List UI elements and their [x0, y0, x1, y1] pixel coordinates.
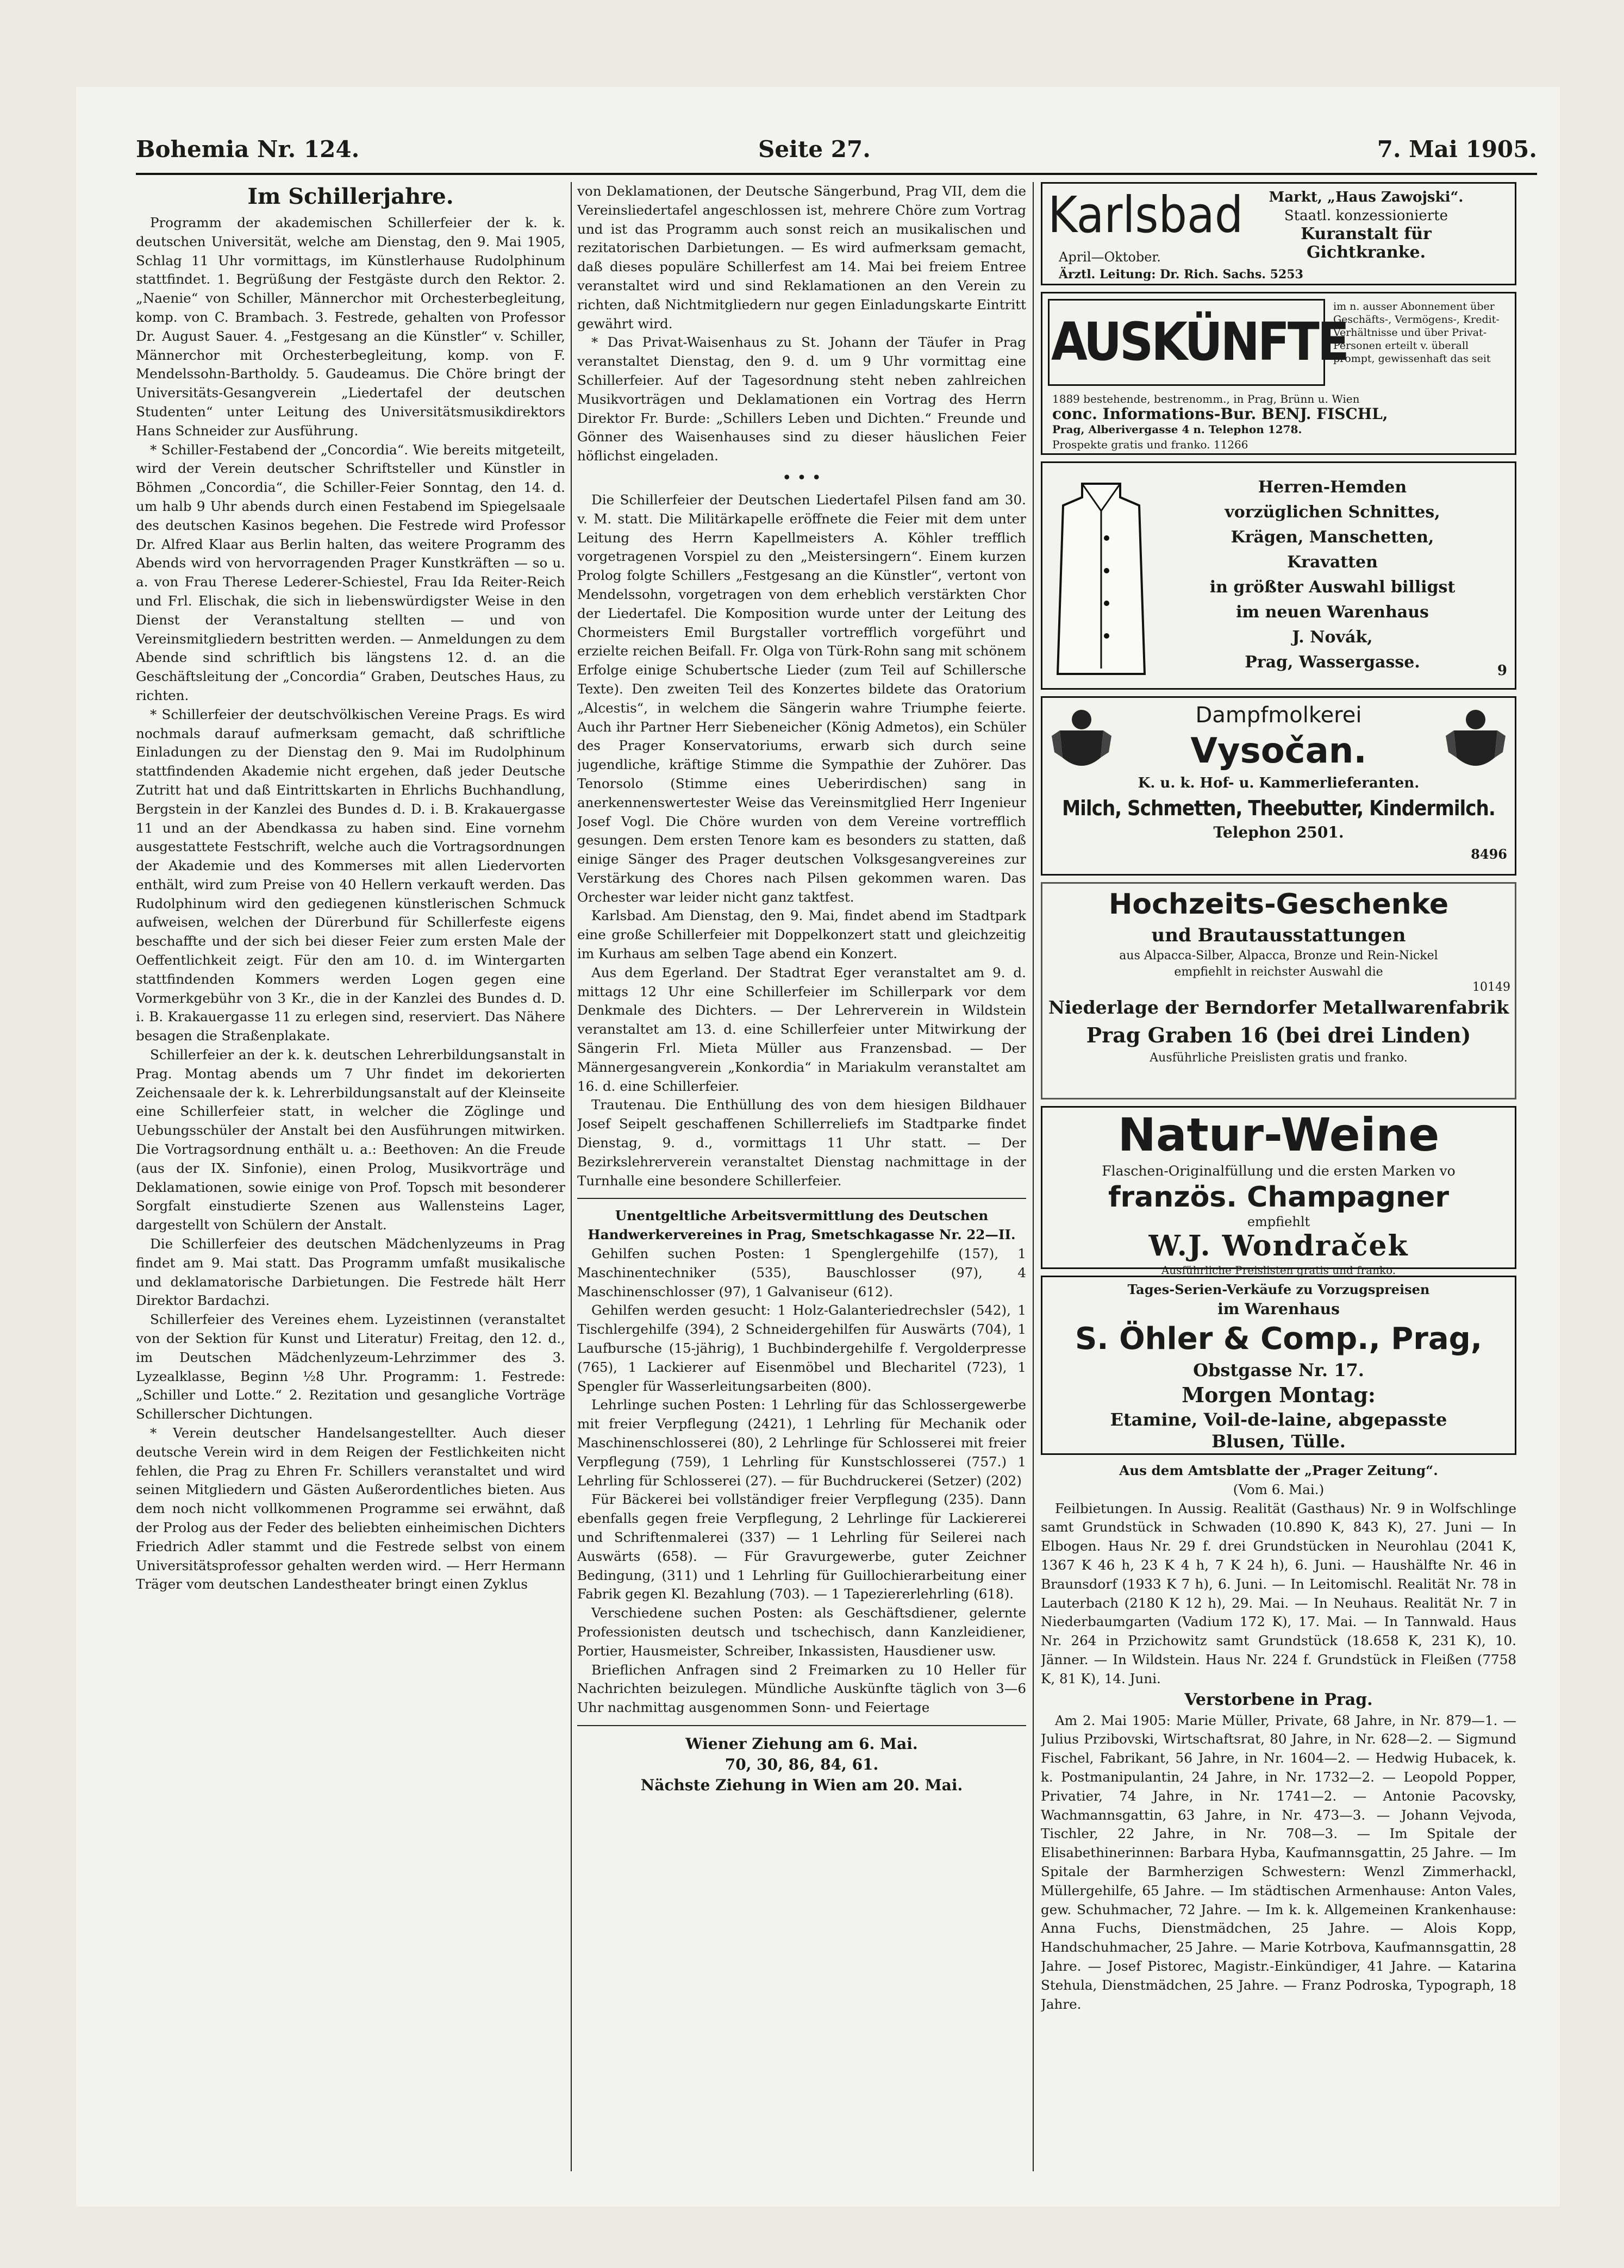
ad-dampfmolkerei: [1041, 696, 1516, 876]
ad-molkerei-text: [1042, 701, 1515, 842]
ad-karlsbad-doctor: Ärztl. Leitung: Dr. Rich. Sachs. 5253: [1059, 267, 1303, 282]
ad-karlsbad-line: Staatl. konzessionierte: [1284, 208, 1448, 224]
ad-hochzeit: [1041, 882, 1516, 1099]
ad-hemden-line: J. Novák,: [1292, 628, 1373, 647]
ad-oehler-line: Morgen Montag:: [1182, 1383, 1376, 1407]
article-paragraph: Schillerfeier des Vereines ehem. Lyzeistinnen (veranstaltet von der Sektion für Kunst und Literatur) Freitag, den 12. d., im Deutschen Mädchenlyzeum-Lehrzimmer des 3. Lyzealklasse, Beginn ½8 Uhr. Programm: 1. Festrede: „Schiller und Lotte.“ 2. Rezitation und gesangliche Vorträge Schillerscher Dichtungen.: [136, 1311, 565, 1422]
arbeit-paragraph: Lehrlinge suchen Posten: 1 Lehrling für das Schlossergewerbe mit freier Verpflegung (2421), 1 Lehrling für Mechanik oder Maschinenschlosserei (80), 2 Lehrlinge für Schlosserei mit freier Verpflegung (759), 1 Lehrling für Kunstschlosserei (757.) 1 Lehrling für Schlosserei (27). — für Buchdruckerei (Setzer) (202): [577, 1397, 1026, 1489]
arbeit-paragraph: Brieflichen Anfragen sind 2 Freimarken zu 10 Heller für Nachrichten beizulegen. Mündliche Auskünfte täglich von 3—6 Uhr nachmittag ausgenommen Sonn- und Feiertage: [577, 1661, 1026, 1716]
shirt-icon: [1052, 473, 1150, 679]
amtsblatt-subtitle: (Vom 6. Mai.): [1233, 1481, 1325, 1497]
ad-karlsbad-address: Markt, „Haus Zawojski“.: [1269, 189, 1464, 205]
ad-herren-hemden-text: [1157, 475, 1508, 675]
arbeit-paragraph: Für Bäckerei bei vollständiger freier Verpflegung (235). Dann ebenfalls gegen freie Verpflegung, 2 Lehrlinge für Lackiererei und Schriftenmalerei (337) — 1 Lehrling für Seilerei nach Auswärts (658). — Für Gravurgewerbe, guter Zeichner Bedingung, (311) und 1 Lehrling für Guillochierarbeitung einer Fabrik gegen Kl. Bezahlung (703). — 1 Tapeziererlehrling (618).: [577, 1491, 1026, 1602]
ad-oehler-line: Tages-Serien-Verkäufe zu Vorzugspreisen: [1127, 1282, 1430, 1297]
ad-hochzeit-line: und Brautausstattungen: [1151, 924, 1406, 946]
running-header: [136, 136, 1537, 168]
arbeit-paragraph: Gehilfen suchen Posten: 1 Spenglergehilfe (157), 1 Maschinentechniker (535), Bauschlosser (97), 4 Maschinenschlosser (97), 1 Galvaniseur (612).: [577, 1246, 1026, 1299]
header-rule: [136, 173, 1537, 175]
arbeit-paragraph: Verschiedene suchen Posten: als Geschäftsdiener, gelernte Professionisten deutsch und tschechisch, dann Kanzleidiener, Portier, Hausmeister, Schreiber, Inkassisten, Hausdiener usw.: [577, 1605, 1026, 1659]
ad-oehler-address: Obstgasse Nr. 17.: [1193, 1360, 1364, 1380]
column-divider-1: [571, 182, 572, 2171]
ad-auskuenfte-body: [1052, 391, 1509, 452]
ad-hochzeit-line: empfiehlt in reichster Auswahl die: [1174, 965, 1383, 979]
amtsblatt-section: [1041, 1461, 1516, 2014]
ad-hemden-line: Prag, Wassergasse.: [1245, 653, 1420, 672]
ad-hochzeit-line: aus Alpacca-Silber, Alpacca, Bronze und Rein-Nickel: [1119, 949, 1438, 963]
ad-hochzeit-number: 10149: [1472, 980, 1510, 994]
ad-karlsbad-details: [1222, 188, 1510, 262]
ad-naturweine-title: Natur-Weine: [1117, 1108, 1440, 1161]
header-issue: Bohemia Nr. 124.: [136, 136, 360, 163]
ad-naturweine-line: Ausführliche Preislisten gratis und franko.: [1161, 1264, 1396, 1277]
ad-karlsbad-season: April—Oktober.: [1059, 249, 1161, 265]
article-paragraph: Trautenau. Die Enthüllung des von dem hiesigen Bildhauer Josef Seipelt geschaffenen Schillerreliefs im Stadtparke findet Dienstag, 9. d., vormittags 11 Uhr statt. — Der Bezirkslehrerverein veranstaltet Dienstag nachmittage in der Turnhalle eine besondere Schillerfeier.: [577, 1097, 1026, 1189]
article-paragraph: * Schiller-Festabend der „Concordia“. Wie bereits mitgeteilt, wird der Verein deutscher Schriftsteller und Künstler in Böhmen „Concordia“, die Schiller-Feier Sonntag, den 14. d. um halb 9 Uhr abends durch einen Festabend im Spiegelsaale des deutschen Kasinos begehen. Die Festrede wird Professor Dr. Alfred Klaar aus Berlin halten, das weitere Programm des Abends wird von hervorragenden Prager Kunstkräften — so u. a. von Frau Therese Lederer-Schiestel, Frau Ida Reiter-Reich und Frl. Elischak, die sich in liebenswürdigster Weise in den Dienst der Veranstaltung stellten — und von Vereinsmitgliedern bestritten werden. — Anmeldungen zu dem Abende sind schriftlich bis längstens 12. d. an die Geschäftsleitung der „Concordia“ Graben, Deutsches Haus, zu richten.: [136, 441, 565, 703]
article-paragraph: Programm der akademischen Schillerfeier der k. k. deutschen Universität, welche am Dienstag, den 9. Mai 1905, Schlag 11 Uhr vormittags, im Künstlerhause Rudolphinum stattfindet. 1. Begrüßung der Festgäste durch den Rektor. 2. „Naenie“ von Schiller, Männerchor mit Orchesterbegleitung, komp. von C. Brambach. 3. Festrede, gehalten von Professor Dr. August Sauer. 4. „Festgesang an die Künstler“ v. Schiller, Männerchor mit Orchesterbegleitung, komp. von F. Mendelssohn-Bartholdy. 5. Gaudeamus. Die Chöre bringt der Universitäts-Gesangverein „Liedertafel der deutschen Studenten“ unter Leitung des Universitätsmusikdirektors Hans Schneider zur Ausführung.: [136, 215, 565, 439]
ad-naturweine-firm: W.J. Wondraček: [1148, 1229, 1409, 1263]
divider: [577, 1198, 1026, 1199]
ad-naturweine-line: Flaschen-Originalfüllung und die ersten Marken vo: [1102, 1163, 1456, 1179]
ad-naturweine-text: [1047, 1108, 1510, 1277]
arbeit-title: Unentgeltliche Arbeitsvermittlung des Deutschen Handwerkervereines in Prag, Smetschkagasse Nr. 22—II.: [588, 1208, 1016, 1243]
article-paragraph: Karlsbad. Am Dienstag, den 9. Mai, findet abend im Stadtpark eine große Schillerfeier mit Doppelkonzert statt und gleichzeitig im Kurhaus am selben Tage abend ein Konzert.: [577, 908, 1026, 962]
ad-oehler-text: [1047, 1280, 1510, 1452]
ad-hemden-number: 9: [1497, 663, 1507, 679]
verstorbene-text: Am 2. Mai 1905: Marie Müller, Private, 68 Jahre, in Nr. 879—1. — Julius Przibovski, Wirtschaftsrat, 80 Jahre, in Nr. 628—2. — Sigmund Fischel, Fabrikant, 56 Jahre, in Nr. 1604—2. — Hedwig Hubacek, k. k. Postmanipulantin, 24 Jahre, in Nr. 1732—2. — Leopold Popper, Privatier, 74 Jahre, in Nr. 1741—2. — Antonie Pacovsky, Wachmannsgattin, 63 Jahre, in Nr. 473—3. — Johann Vejvoda, Tischler, 22 Jahre, in Nr. 708—3. — Im Spitale der Elisabethinerinnen: Barbara Hyba, Kaufmannsgattin, 25 Jahre. — Im Spitale der Barmherzigen Schwestern: Wenzl Zimmerhackl, Müllergehilfe, 65 Jahre. — Im städtischen Armenhause: Anton Vales, gew. Schuhmacher, 72 Jahre. — Im k. k. Allgemeinen Krankenhause: Anna Fuchs, Dienstmädchen, 25 Jahre. — Alois Kopp, Handschuhmacher, 25 Jahre. — Marie Kotrbova, Kaufmannsgattin, 28 Jahre. — Josef Pistorec, Magistr.-Einkündiger, 41 Jahre. — Katarina Stehula, Dienstmädchen, 25 Jahre. — Franz Podroska, Typograph, 18 Jahre.: [1041, 1712, 1516, 2012]
ad-karlsbad-name: Karlsbad: [1048, 186, 1244, 244]
header-date: 7. Mai 1905.: [1377, 136, 1537, 163]
ad-oehler-line: Blusen, Tülle.: [1211, 1431, 1346, 1452]
ad-hemden-line: Kravatten: [1287, 553, 1378, 572]
lottery-numbers: 70, 30, 86, 84, 61.: [724, 1755, 879, 1773]
ad-molkerei-name: Vysočan.: [1190, 731, 1367, 771]
arbeit-paragraph: Gehilfen werden gesucht: 1 Holz-Galanteriedrechsler (542), 1 Tischlergehilfe (394), 2 Schneidergehilfen für Auswärts (704), 1 Laufbursche (15-jährig), 1 Buchbindergehilfe f. Vergolderpresse (765), 1 Lackierer auf Eisenmöbel und Blecharitel (723), 1 Spengler für Wasserleitungsarbeiten (800).: [577, 1302, 1026, 1394]
column-divider-2: [1033, 182, 1034, 2171]
ad-hochzeit-title: Hochzeits-Geschenke: [1108, 888, 1449, 921]
article-paragraph: Die Schillerfeier des deutschen Mädchenlyzeums in Prag findet am 9. Mai statt. Das Programm umfaßt musikalische und deklamatorische Darbietungen. Die Festrede hält Herr Direktor Bardachzi.: [136, 1236, 565, 1309]
ad-molkerei-phone: Telephon 2501.: [1213, 823, 1344, 841]
amtsblatt-title: Aus dem Amtsblatte der „Prager Zeitung“.: [1119, 1463, 1438, 1478]
ad-oehler-line: Etamine, Voil-de-laine, abgepasste: [1110, 1409, 1447, 1430]
header-page-number: Seite 27.: [758, 136, 871, 163]
ad-hemden-line: Krägen, Manschetten,: [1231, 528, 1434, 547]
ad-molkerei-line: K. u. k. Hof- u. Kammerlieferanten.: [1138, 775, 1420, 791]
ad-molkerei-line: Dampfmolkerei: [1195, 703, 1362, 728]
ad-hemden-line: im neuen Warenhaus: [1236, 603, 1429, 622]
column-3-ads: [1041, 182, 1516, 2177]
ad-oehler-firm: S. Öhler & Comp., Prag,: [1075, 1321, 1483, 1357]
ad-hemden-line: in größter Auswahl billigst: [1209, 578, 1456, 597]
ad-karlsbad-line: Gichtkranke.: [1306, 243, 1426, 262]
ad-hochzeit-line: Ausführliche Preislisten gratis und franko.: [1150, 1051, 1408, 1065]
article-paragraph: Schillerfeier an der k. k. deutschen Lehrerbildungsanstalt in Prag. Montag abends um 7 Uhr findet im dekorierten Zeichensaale der k. k. Lehrerbildungsanstalt auf der Kleinseite eine Schillerfeier statt, in welcher die Zöglinge und Uebungsschüler der Anstalt bei den Ausführungen mitwirken. Die Vortragsordnung enthält u. a.: Beethoven: An die Freude (aus der IX. Sinfonie), einen Prolog, Musikvorträge und Deklamationen, sowie einige von Prof. Topsch mit besonderer Sorgfalt einstudierte Szenen aus Wallensteins Lager, dargestellt von Schülern der Anstalt.: [136, 1047, 565, 1233]
ad-karlsbad: [1041, 182, 1516, 285]
ad-hemden-line: Herren-Hemden: [1258, 478, 1407, 497]
article-paragraph: * Schillerfeier der deutschvölkischen Vereine Prags. Es wird nochmals darauf aufmerksam gemacht, daß schriftliche Einladungen zu der Dienstag den 9. Mai im Rudolphinum stattfindenden Akademie nicht ergehen, daß jeder Deutsche Zutritt hat und daß Eintrittskarten in Ehrlichs Buchhandlung, Bergstein in der Kanzlei des Bundes d. D. i. B. Krakauergasse 11 und an der Abendkassa zu haben sind. Eine vornehm ausgestattete Festschrift, welche auch die Vortragsordnungen der Akademie und des Kommerses mit allen Liedervorten enthält, wird zum Preise von 40 Hellern verkauft werden. Das Rudolphinum wird den gediegenen künstlerischen Schmuck aufweisen, welchen der Dürerbund für Schillerfeste eigens beschaffte und der sich bei dieser Feier zum ersten Male der Oeffentlichkeit zeigt. Für den am 10. d. im Wintergarten stattfindenden Kommers werden Logen gegen eine Vormerkgebühr von 3 Kr., die in der Kanzlei des Bundes d. D. i. B. Krakauergasse 11 zu erlegen sind, reserviert. Das Nähere besagen die Straßenplakate.: [136, 706, 565, 1044]
lottery-next: Nächste Ziehung in Wien am 20. Mai.: [640, 1776, 963, 1794]
ad-hochzeit-address: Prag Graben 16 (bei drei Linden): [1086, 1023, 1471, 1047]
ad-karlsbad-line: Kuranstalt für: [1301, 224, 1432, 243]
ad-hemden-line: vorzüglichen Schnittes,: [1225, 503, 1440, 522]
article-paragraph: Die Schillerfeier der Deutschen Liedertafel Pilsen fand am 30. v. M. statt. Die Militärkapelle eröffnete die Feier mit dem unter Leitung des Herrn Kapellmeisters A. Köhler trefflich vorgetragenen Vorspiel zu den „Meistersingern“. Einem kurzen Prolog folgte Schillers „Festgesang an die Künstler“, vertont von Mendelssohn, vorgetragen von dem erheblich verstärkten Chor der Liedertafel. Die Komposition wurde unter der Leitung des Chormeisters Emil Burgstaller vortrefflich vorgeführt und erzielte reichen Beifall. Fr. Olga von Türk-Rohn sang mit schönem Erfolge einige Schubertsche Lieder (zum Teil auf Schillersche Texte). Den zweiten Teil des Konzertes bildete das Oratorium „Alcestis“, in welchem die Sängerin wahre Triumphe feierte. Auch ihr Partner Herr Siebeneicher (König Admetos), ein Schüler des Prager Konservatoriums, erwarb sich durch seine jugendliche, kräftige Stimme die Sympathie der Zuhörer. Das Tenorsolo (Stimme eines Ueberirdischen) sang in anerkennenswertester Weise das Vereinsmitglied Herr Ingenieur Josef Vogl. Die Chöre wurden von dem Vereine vortrefflich gesungen. Dem ersten Tenore kam es besonders zu statten, daß einige Sänger des Prager deutschen Volksgesangvereines zur Verstärkung des Chores nach Pilsen gekommen waren. Das Orchester war leider nicht ganz taktfest.: [577, 491, 1026, 905]
ad-auskuenfte-side: im n. ausser Abonnement über Geschäfts-, Vermögens-, Kredit-Verhältnisse und über Privat-Personen erteilt v. überall prompt, gewissenhaft das seit: [1333, 301, 1500, 365]
divider: [577, 1725, 1026, 1726]
amtsblatt-text: Feilbietungen. In Aussig. Realität (Gasthaus) Nr. 9 in Wolfschlinge samt Grundstück in Schwaden (10.890 K, 843 K), 27. Juni — In Elbogen. Haus Nr. 29 f. drei Grundstücken in Neurohlau (2041 K, 1367 K 46 h, 23 K 4 h, 7 K 24 h), 6. Juni. — Haushälfte Nr. 46 in Braunsdorf (1933 K 7 h), 6. Juni. — In Leitomischl. Realität Nr. 78 in Lauterbach (2180 K 12 h), 29. Mai. — In Neuhaus. Realität Nr. 7 in Niederbaumgarten (Vadium 172 K), 17. Mai. — In Tannwald. Haus Nr. 264 in Przichowitz samt Grundstück (18.658 K, 231 K), 10. Jänner. — In Wildstein. Haus Nr. 224 f. Grundstück in Fleißen (7758 K, 81 K), 14. Juni.: [1041, 1500, 1516, 1686]
ad-auskuenfte-line: Prospekte gratis und franko. 11266: [1052, 438, 1248, 451]
ad-auskuenfte-line: Prag, Alberivergasse 4 n. Telephon 1278.: [1052, 423, 1302, 436]
ad-hochzeit-line: Niederlage der Berndorfer Metallwarenfabrik: [1048, 997, 1509, 1018]
article-paragraph: * Verein deutscher Handelsangestellter. Auch dieser deutsche Verein wird in dem Reigen der Festlichkeiten nicht fehlen, die Prag zu Ehren Fr. Schillers veranstaltet und wird seinen Mitgliedern und Gästen Außerordentliches bieten. Aus dem noch nicht vollkommenen Programme sei erwähnt, daß der Prolog aus der Feder des beliebten einheimischen Dichters Friedrich Adler stammt und die Festrede selbst von einem Universitätsprofessor gehalten werden wird. — Herr Hermann Träger vom deutschen Landestheater bringt einen Zyklus: [136, 1425, 565, 1592]
ad-auskuenfte-title: AUSKÜNFTE: [1051, 311, 1347, 372]
ad-herren-hemden: [1041, 461, 1516, 690]
ad-oehler: [1041, 1276, 1516, 1455]
article-paragraph: von Deklamationen, der Deutsche Sängerbund, Prag VII, dem die Vereinsliedertafel angeschlossen ist, mehrere Chöre zum Vortrag und ist das Programm auch sonst reich an musikalischen und rezitatorischen Darbietungen. — Es wird aufmerksam gemacht, daß dieses populäre Schillerfest am 14. Mai bei freiem Entree veranstaltet wird und sind Reklamationen an den Verein zu richten, daß Nichtmitgliedern nur gegen Einladungskarte Eintritt gewährt wird.: [577, 183, 1026, 332]
ad-molkerei-number: 8496: [1471, 846, 1507, 863]
ad-auskuenfte: [1041, 292, 1516, 455]
lottery-title: Wiener Ziehung am 6. Mai.: [685, 1734, 918, 1753]
lottery-results: [577, 1734, 1026, 1796]
ad-naturweine-line: empfiehlt: [1247, 1214, 1310, 1229]
verstorbene-title: Verstorbene in Prag.: [1184, 1690, 1373, 1709]
ad-oehler-line: im Warenhaus: [1217, 1300, 1340, 1318]
ad-naturweine: [1041, 1106, 1516, 1277]
article-paragraph: * Das Privat-Waisenhaus zu St. Johann der Täufer in Prag veranstaltet Dienstag, den 9. d. um 9 Uhr vormittag eine Schillerfeier. Auf der Tagesordnung steht neben zahlreichen Musikvorträgen und Deklamationen ein Vortrag des Herrn Direktor Fr. Burde: „Schillers Leben und Dichten.“ Freunde und Gönner des Waisenhauses sind zu dieser häuslichen Feier höflichst eingeladen.: [577, 334, 1026, 464]
ad-auskuenfte-line: 1889 bestehende, bestrenomm., in Prag, Brünn u. Wien: [1052, 392, 1360, 405]
section-separator: • • •: [782, 468, 822, 488]
ad-auskuenfte-line: conc. Informations-Bur. BENJ. FISCHL,: [1052, 405, 1388, 423]
article-paragraph: Aus dem Egerland. Der Stadtrat Eger veranstaltet am 9. d. mittags 12 Uhr eine Schillerfeier im Schillerpark vor dem Denkmale des Dichters. — Der Lehrerverein in Wildstein veranstaltet am 13. d. eine Schillerfeier unter Mitwirkung der Sängerin Frl. Mieta Müller aus Franzensbad. — Der Männergesangverein „Konkordia“ in Mariakulm veranstaltet am 16. d. eine Schillerfeier.: [577, 964, 1026, 1094]
ad-naturweine-line: französ. Champagner: [1108, 1181, 1450, 1214]
ad-hochzeit-text: [1047, 886, 1510, 1066]
column-1: [136, 182, 565, 2177]
section-title: Im Schillerjahre.: [247, 184, 454, 209]
ad-molkerei-products: Milch, Schmetten, Theebutter, Kindermilch.: [1062, 796, 1495, 820]
column-2: [577, 182, 1026, 2177]
